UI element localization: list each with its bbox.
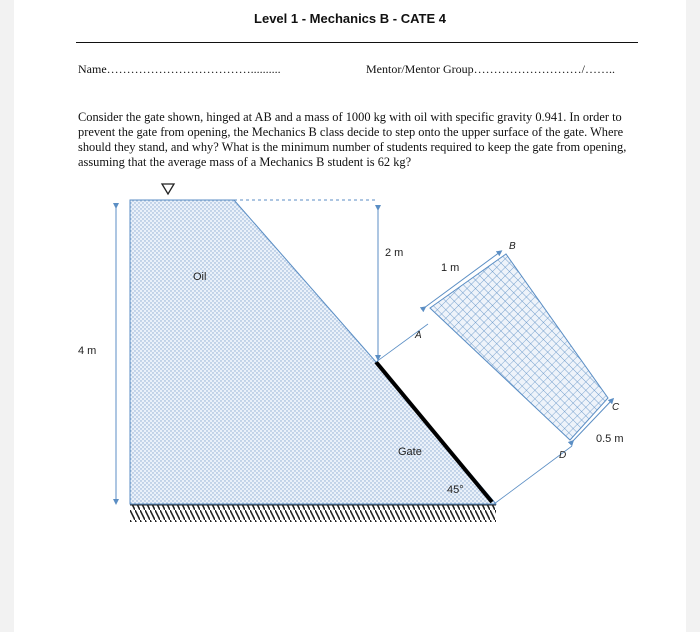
height-label: 4 m bbox=[78, 345, 97, 357]
width-label: 1 m bbox=[441, 262, 460, 274]
free-surface-symbol bbox=[162, 184, 174, 194]
point-a-label: A bbox=[415, 330, 422, 341]
ground-hatch bbox=[130, 505, 496, 522]
oil-region bbox=[130, 200, 496, 504]
point-d-label: D bbox=[559, 450, 567, 461]
mentor-group-field: Mentor/Mentor Group………………………/…….. bbox=[366, 62, 615, 76]
name-field: Name……………………………….......... bbox=[78, 62, 281, 76]
depth-label: 2 m bbox=[385, 247, 404, 259]
angle-label: 45° bbox=[447, 484, 464, 496]
gate-label: Gate bbox=[398, 446, 422, 458]
oil-label: Oil bbox=[193, 271, 207, 283]
point-b-label: B bbox=[509, 241, 516, 252]
thickness-label: 0.5 m bbox=[596, 433, 624, 445]
question-text: Consider the gate shown, hinged at AB and a mass of 1000 kg with oil with specific gravity 0.941. In order to prevent the gate from opening, the Mechanics B class decide to step onto the upper surface of the gate. Where should they stand, and why? What is the minimum number of students required to keep the gate from opening, assuming that the average mass of a Mechanics B student is 62 kg? bbox=[78, 110, 627, 169]
page-title: Level 1 - Mechanics B - CATE 4 bbox=[254, 11, 446, 26]
point-c-label: C bbox=[612, 402, 620, 413]
gate-block bbox=[430, 254, 608, 440]
